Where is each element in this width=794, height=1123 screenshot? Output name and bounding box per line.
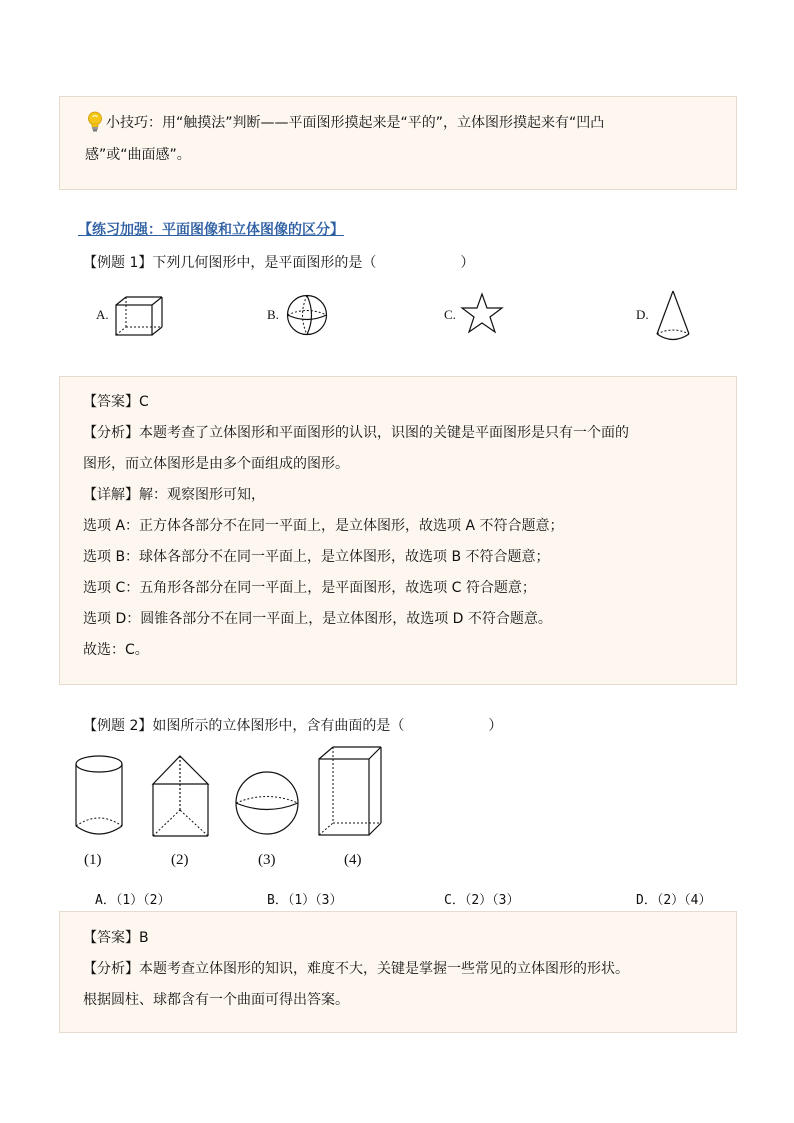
example1-option-a-label: A. <box>96 307 109 322</box>
example1-option-c-label: C. <box>444 307 456 322</box>
tip-box <box>59 96 737 190</box>
example1-detail-b: 选项 B：球体各部分不在同一平面上，是立体图形，故选项 B 不符合题意； <box>83 549 550 565</box>
cube-figure <box>114 295 164 337</box>
example2-answer: 【答案】B <box>83 930 149 946</box>
example1-detail-a: 选项 A：正方体各部分不在同一平面上，是立体图形，故选项 A 不符合题意； <box>83 518 564 534</box>
example1-analysis-1: 【分析】本题考查了立体图形和平面图形的认识，识图的关键是平面图形是只有一个面的 <box>83 425 629 441</box>
tip-line-1: 小技巧：用“触摸法”判断——平面图形摸起来是“平的”，立体图形摸起来有“凹凸 <box>106 115 605 131</box>
figure-label-1: (1) <box>84 852 102 868</box>
star-figure <box>460 292 504 334</box>
cone-figure <box>655 290 691 342</box>
example1-detail: 【详解】解：观察图形可知， <box>83 487 265 503</box>
figure-label-2: (2) <box>171 852 189 868</box>
example1-answer: 【答案】C <box>83 394 149 410</box>
example2-option-b: B．（1）（3） <box>267 893 343 908</box>
example2-option-c: C．（2）（3） <box>444 893 520 908</box>
example2-option-a: A．（1）（2） <box>95 893 171 908</box>
example1-question: 【例题 1】下列几何图形中，是平面图形的是（ ） <box>83 255 475 271</box>
example1-conclusion: 故选：C。 <box>83 642 149 658</box>
example2-analysis-1: 【分析】本题考查立体图形的知识，难度不大，关键是掌握一些常见的立体图形的形状。 <box>83 961 629 977</box>
example2-analysis-2: 根据圆柱、球都含有一个曲面可得出答案。 <box>83 992 349 1008</box>
section-heading: 【练习加强：平面图像和立体图像的区分】 <box>78 222 344 238</box>
example2-option-d: D．（2）（4） <box>636 893 712 908</box>
example1-detail-d: 选项 D：圆锥各部分不在同一平面上，是立体图形，故选项 D 不符合题意。 <box>83 611 552 627</box>
figure-label-3: (3) <box>258 852 276 868</box>
ball-figure <box>234 770 300 836</box>
example1-detail-c: 选项 C：五角形各部分在同一平面上，是平面图形，故选项 C 符合题意； <box>83 580 536 596</box>
example1-option-b-label: B. <box>267 307 279 322</box>
cylinder-figure <box>74 755 124 837</box>
example1-option-d-label: D. <box>636 307 649 322</box>
tip-line-2: 感”或“曲面感”。 <box>85 147 191 163</box>
figure-label-4: (4) <box>344 852 362 868</box>
lightbulb-icon <box>87 111 103 133</box>
sphere-figure <box>286 294 328 336</box>
example1-analysis-2: 图形，而立体图形是由多个面组成的图形。 <box>83 456 349 472</box>
box-prism-figure <box>317 745 383 839</box>
prism-figure <box>151 754 211 840</box>
example2-question: 【例题 2】如图所示的立体图形中，含有曲面的是（ ） <box>83 718 503 734</box>
